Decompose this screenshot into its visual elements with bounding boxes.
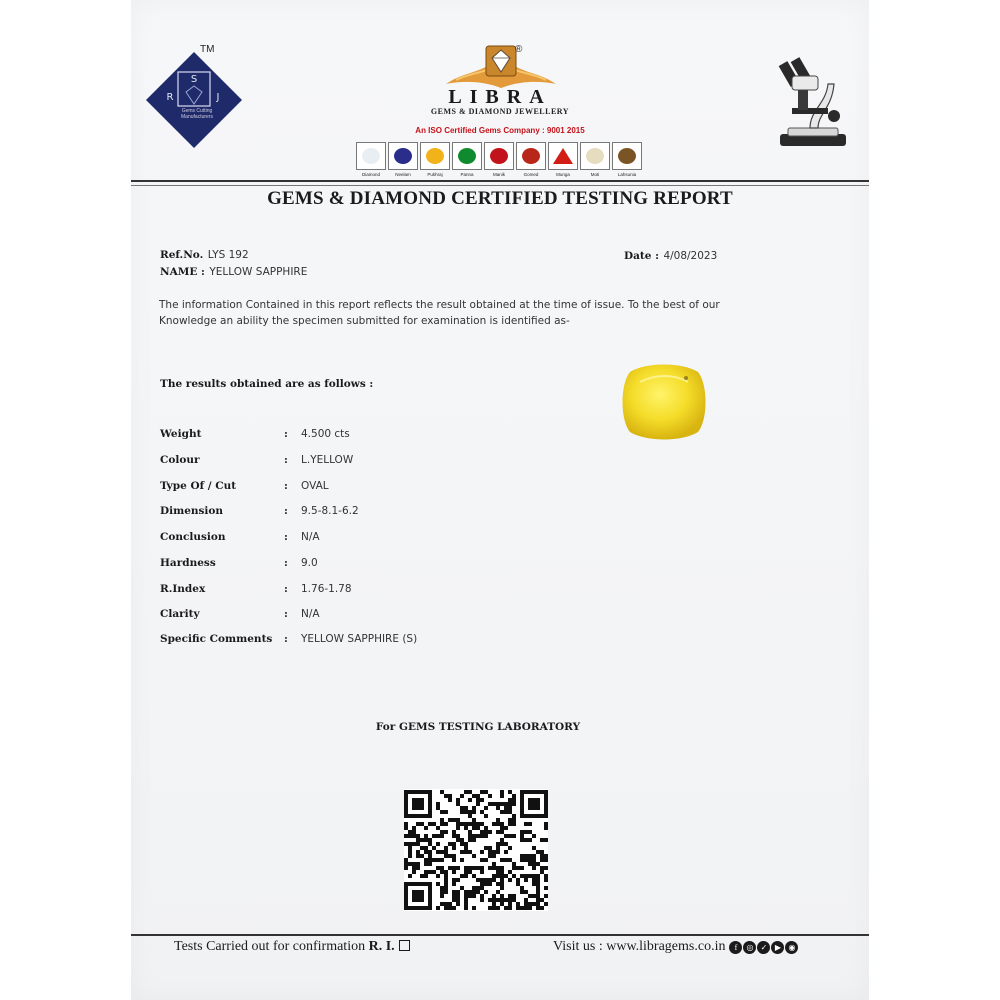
gem-label: Moti [590,172,600,177]
result-colon: : [284,557,288,569]
name-value: YELLOW SAPPHIRE [209,266,308,278]
website-text[interactable]: Visit us : www.libragems.co.in [553,939,726,954]
header-divider [131,180,869,182]
libra-crest-logo [436,40,566,92]
gem-icon [586,148,604,164]
srj-letter-s: S [190,74,198,85]
gem-thumb [548,142,578,182]
ref-number [160,245,249,263]
other-icon[interactable]: ◉ [785,941,798,954]
gem-thumb [356,142,386,182]
trademark-mark: TM [200,44,215,55]
gem-label: Neelam [395,172,411,177]
gem-label: Gomed [523,172,539,177]
registered-mark: ® [515,44,523,55]
gem-label: Pukhraj [427,172,443,177]
gem-label: Manik [492,172,505,177]
intro-line-2: Knowledge an ability the specimen submitted for examination is identified as- [159,315,570,327]
gem-swatch [484,142,514,170]
srj-logo [144,50,244,150]
iso-certification-line: An ISO Certified Gems Company : 9001 2015 [415,126,585,135]
gem-thumb [580,142,610,182]
footer-website [553,939,798,955]
libra-subtitle: GEMS & DIAMOND JEWELLERY [430,107,570,116]
gem-thumb [516,142,546,182]
gem-icon [458,148,476,164]
microscope-icon [770,50,850,150]
date-label: Date : [624,250,659,262]
results-heading: The results obtained are as follows : [160,378,374,390]
yellow-sapphire-photo [616,360,710,444]
gem-icon [394,148,412,164]
gemstone-strip [356,142,646,182]
gem-label: Panna [460,172,474,177]
libra-brand-name: LIBRA [448,86,552,108]
report-date [624,246,717,264]
result-value: 9.0 [301,557,318,569]
gem-icon [522,148,540,164]
result-value: L.YELLOW [301,454,354,466]
report-title: GEMS & DIAMOND CERTIFIED TESTING REPORT [267,188,733,209]
result-label: R.Index [160,583,206,595]
result-colon: : [284,428,288,440]
gem-thumb [612,142,642,182]
gem-label: Diamond [361,172,380,177]
gem-thumb [420,142,450,182]
result-value: YELLOW SAPPHIRE (S) [301,633,418,645]
gem-swatch [516,142,546,170]
footer-confirmation-text: Tests Carried out for confirmation [174,939,366,954]
ref-value: LYS 192 [207,249,249,261]
gem-swatch [388,142,418,170]
result-label: Weight [160,428,202,440]
result-colon: : [284,505,288,517]
result-colon: : [284,531,288,543]
gem-thumb [388,142,418,182]
result-value: N/A [301,531,320,543]
gem-label: Lahsunia [617,172,637,177]
result-label: Type Of / Cut [160,480,237,492]
result-colon: : [284,480,288,492]
result-value: 4.500 cts [301,428,350,440]
intro-line-1: The information Contained in this report reflects the result obtained at the time of issue. To the best of our [159,299,720,311]
result-value: 1.76-1.78 [301,583,352,595]
header-divider-thin [131,185,869,186]
gem-swatch [420,142,450,170]
result-colon: : [284,454,288,466]
name-label: NAME : [160,266,205,278]
srj-tagline: Gems Cutting Manufacturers [181,108,213,120]
facebook-icon[interactable]: f [729,941,742,954]
stone-name [160,262,307,280]
twitter-icon[interactable]: ✓ [757,941,770,954]
youtube-icon[interactable]: ▶ [771,941,784,954]
gem-icon [490,148,508,164]
social-icons [729,941,798,954]
result-label: Conclusion [160,531,226,543]
laboratory-signature: For GEMS TESTING LABORATORY [375,721,581,733]
date-value: 4/08/2023 [663,250,718,262]
gem-icon [553,148,573,164]
gem-swatch [452,142,482,170]
result-label: Colour [160,454,200,466]
gem-icon [362,148,380,164]
result-value: N/A [301,608,320,620]
whatsapp-icon[interactable]: ◎ [743,941,756,954]
gem-swatch [612,142,642,170]
result-value: 9.5-8.1-6.2 [301,505,359,517]
gem-swatch [580,142,610,170]
ri-checkbox [399,940,410,951]
srj-letter-r: R [166,92,174,103]
gem-icon [426,148,444,164]
result-label: Hardness [160,557,216,569]
result-label: Specific Comments [160,633,273,645]
gem-thumb [484,142,514,182]
gem-thumb [452,142,482,182]
srj-letter-j: J [216,92,220,103]
footer-confirmation [174,939,410,955]
result-label: Dimension [160,505,224,517]
result-colon: : [284,583,288,595]
qr-code[interactable] [404,789,548,911]
result-colon: : [284,633,288,645]
result-value: OVAL [301,480,329,492]
footer-divider [131,934,869,936]
footer-ri: R. I. [368,939,395,954]
gem-icon [618,148,636,164]
result-colon: : [284,608,288,620]
gem-swatch [548,142,578,170]
ref-label: Ref.No. [160,249,204,261]
gem-label: Munga [556,172,570,177]
gem-swatch [356,142,386,170]
intro-paragraph [159,297,759,329]
result-label: Clarity [160,608,200,620]
